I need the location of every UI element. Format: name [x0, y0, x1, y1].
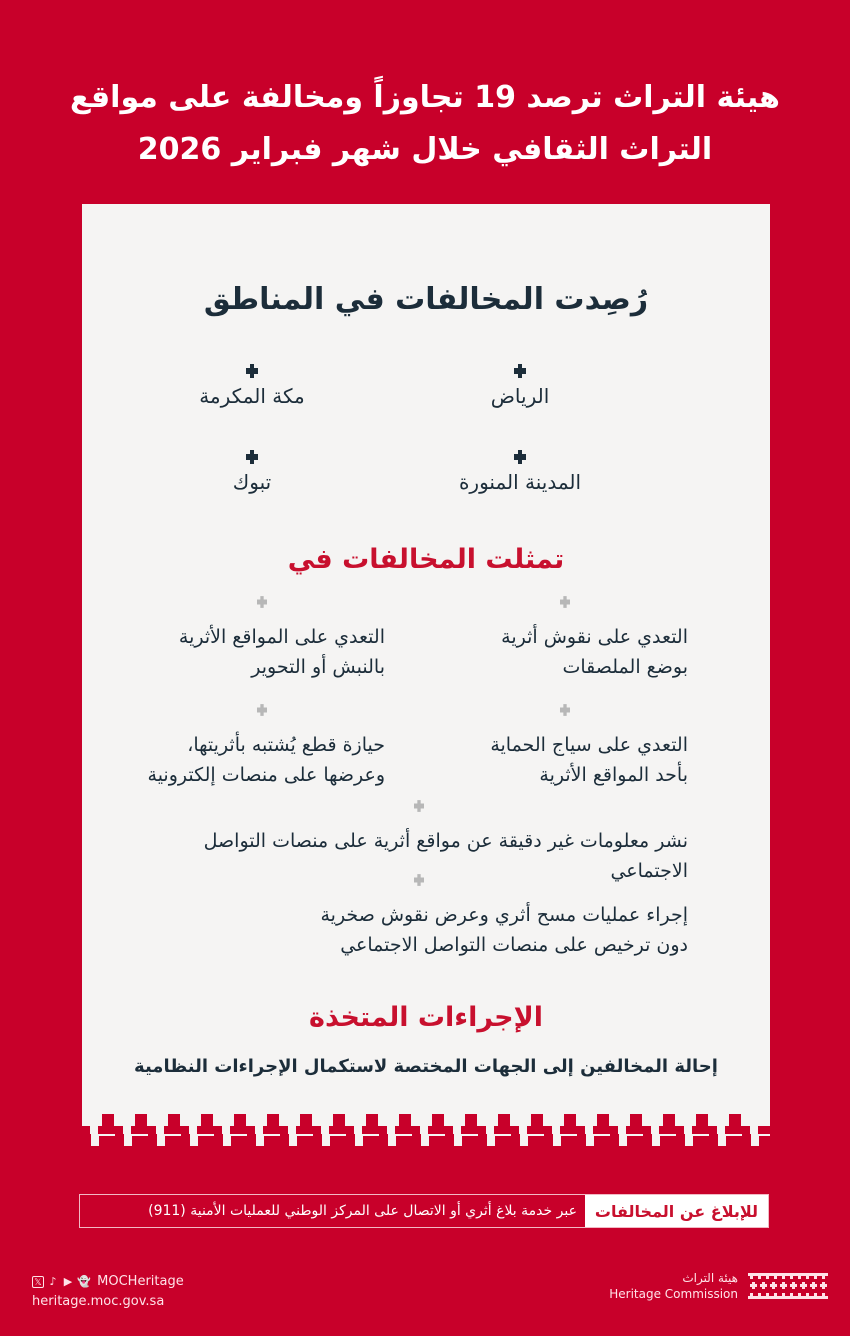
youtube-icon[interactable]: ▶ — [63, 1274, 73, 1288]
region-label: المدينة المنورة — [458, 470, 582, 494]
cross-bullet-icon — [560, 596, 570, 608]
cross-bullet-icon — [246, 450, 258, 464]
violation-item-2: التعدي على المواقع الأثرية بالنبش أو التحوير — [125, 622, 385, 682]
region-label: الرياض — [490, 384, 550, 408]
tiktok-icon[interactable]: ♪ — [49, 1274, 57, 1288]
violation-item-6: إجراء عمليات مسح أثري وعرض نقوش صخرية دون ترخيص على منصات التواصل الاجتماعي — [128, 900, 688, 960]
region-madinah — [440, 450, 600, 494]
violation-item-4: حيازة قطع يُشتبه بأثريتها، وعرضها على منصات إلكترونية — [125, 730, 385, 790]
content-panel — [82, 204, 770, 1132]
report-text: عبر خدمة بلاغ أثري أو الاتصال على المركز الوطني للعمليات الأمنية (911) — [148, 1203, 577, 1219]
social-handle[interactable]: MOCHeritage — [97, 1274, 184, 1289]
cross-bullet-icon — [514, 364, 526, 378]
violations-title: تمثلت المخالفات في — [287, 544, 565, 575]
cross-bullet-icon — [414, 874, 424, 886]
x-icon[interactable]: 𝕏 — [32, 1276, 44, 1288]
cross-bullet-icon — [257, 596, 267, 608]
violation-item-1: التعدي على نقوش أثرية بوضع الملصقات — [438, 622, 688, 682]
report-label: للإبلاغ عن المخالفات — [585, 1195, 768, 1227]
heritage-commission-logo-icon — [746, 1271, 830, 1301]
crenellation-top-icon — [82, 1104, 770, 1134]
violation-item-5: نشر معلومات غير دقيقة عن مواقع أثرية على منصات التواصل الاجتماعي — [128, 826, 688, 886]
cross-bullet-icon — [560, 704, 570, 716]
region-riyadh — [440, 364, 600, 408]
regions-title: رُصِدت المخالفات في المناطق — [203, 282, 649, 317]
region-label: تبوك — [232, 470, 272, 494]
headline-line-1: هيئة التراث ترصد 19 تجاوزاً ومخالفة على مواقع — [70, 80, 780, 115]
snapchat-icon[interactable]: 👻 — [77, 1274, 91, 1288]
region-makkah — [172, 364, 332, 408]
website-link[interactable]: heritage.moc.gov.sa — [32, 1294, 165, 1309]
violation-item-3: التعدي على سياج الحماية بأحد المواقع الأثرية — [438, 730, 688, 790]
region-label: مكة المكرمة — [199, 384, 305, 408]
cross-bullet-icon — [257, 704, 267, 716]
footer-social — [32, 1272, 184, 1312]
org-name-en: Heritage Commission — [609, 1287, 738, 1301]
region-tabuk — [172, 450, 332, 494]
actions-title: الإجراءات المتخذة — [309, 1002, 543, 1033]
headline-line-2: التراث الثقافي خلال شهر فبراير 2026 — [137, 132, 713, 167]
actions-text: إحالة المخالفين إلى الجهات المختصة لاستكمال الإجراءات النظامية — [134, 1056, 718, 1077]
report-bar — [79, 1194, 769, 1228]
org-name-ar: هيئة التراث — [682, 1271, 738, 1285]
cross-bullet-icon — [514, 450, 526, 464]
cross-bullet-icon — [246, 364, 258, 378]
cross-bullet-icon — [414, 800, 424, 812]
crenellation-border-icon — [82, 1132, 770, 1146]
org-branding — [609, 1270, 830, 1302]
headline — [40, 72, 810, 176]
